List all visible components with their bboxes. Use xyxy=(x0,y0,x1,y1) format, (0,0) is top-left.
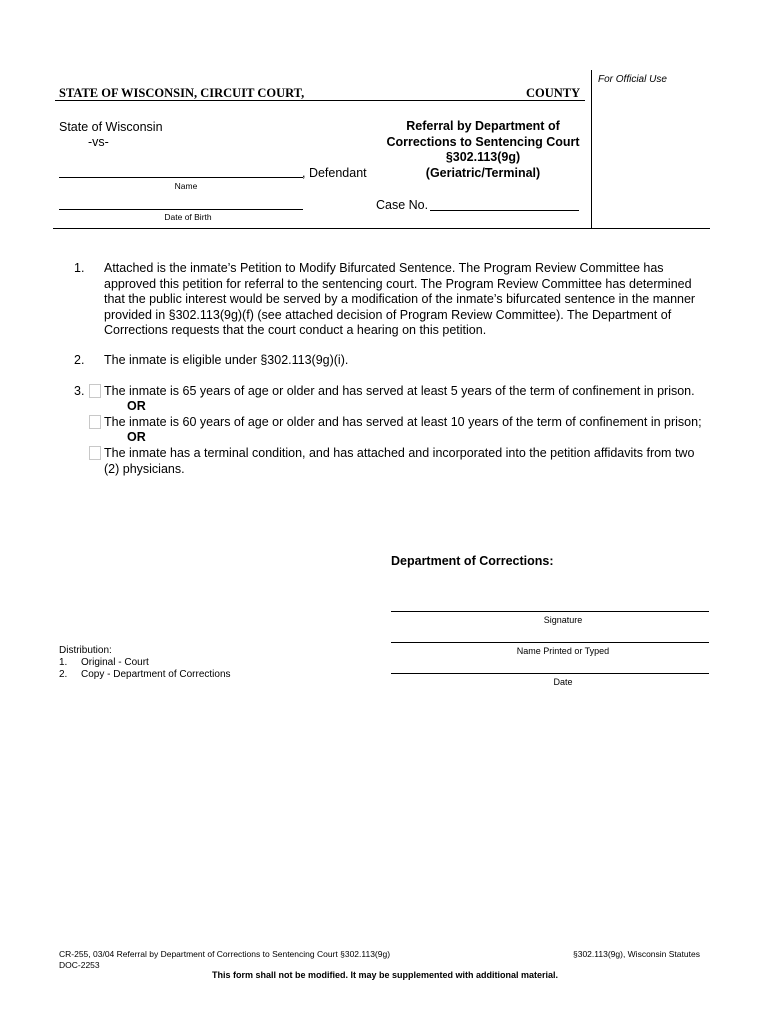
footer-doc-id: DOC-2253 xyxy=(59,960,100,970)
item-1-text: Attached is the inmate’s Petition to Modify Bifurcated Sentence. The Program Review Committee has approved this petition for referral to the sentencing court. The Program Review Committee has determined that the public interest would be served by a modification of the inmate’s bifurcated sentence in the manner provided in §302.113(9g)(f) (see attached decision of Program Review Committee). The Department of Corrections requests that the court conduct a hearing on this petition. xyxy=(104,261,696,337)
footer-notice: This form shall not be modified. It may be supplemented with additional material. xyxy=(211,970,559,980)
option-age-65-checkbox[interactable] xyxy=(89,384,101,398)
option-age-65-text: The inmate is 65 years of age or older and has served at least 5 years of the term of confinement in prison. xyxy=(104,384,695,398)
footer-statute: §302.113(9g), Wisconsin Statutes xyxy=(573,949,700,959)
form-title-line-4: (Geriatric/Terminal) xyxy=(425,165,541,180)
distribution-heading: Distribution: xyxy=(59,645,112,656)
distribution-entry-2-text: Copy - Department of Corrections xyxy=(81,669,231,680)
signature-line[interactable] xyxy=(391,611,709,612)
court-heading: STATE OF WISCONSIN, CIRCUIT COURT, xyxy=(59,86,305,100)
item-1-number: 1. xyxy=(74,261,85,275)
form-title-line-3: §302.113(9g) xyxy=(445,150,521,164)
distribution-entry-2-number: 2. xyxy=(59,669,68,680)
signature-label: Signature xyxy=(543,615,583,625)
official-use-label: For Official Use xyxy=(598,74,667,85)
caption-rule xyxy=(53,228,710,229)
item-2-number: 2. xyxy=(74,353,85,367)
defendant-suffix: , Defendant xyxy=(302,166,367,180)
official-use-divider xyxy=(591,70,592,228)
defendant-name-line[interactable] xyxy=(59,177,303,178)
date-line[interactable] xyxy=(391,673,709,674)
printed-name-line[interactable] xyxy=(391,642,709,643)
footer-form-id: CR-255, 03/04 Referral by Department of Corrections to Sentencing Court §302.113(9g) xyxy=(59,949,391,959)
item-2-text: The inmate is eligible under §302.113(9g)(i). xyxy=(104,353,349,367)
form-title xyxy=(380,119,586,181)
versus-label: -vs- xyxy=(88,135,109,149)
county-heading: COUNTY xyxy=(526,86,581,100)
date-label: Date xyxy=(553,677,573,687)
item-3-number: 3. xyxy=(74,384,85,398)
option-terminal-checkbox[interactable] xyxy=(89,446,101,460)
option-age-60-text: The inmate is 60 years of age or older and has served at least 10 years of the term of confinement in prison; xyxy=(104,415,702,429)
header-rule xyxy=(55,100,585,101)
case-no-label: Case No. xyxy=(376,198,429,212)
form-title-line-2: Corrections to Sentencing Court xyxy=(386,134,580,149)
department-heading: Department of Corrections: xyxy=(391,554,554,568)
form-title-line-1: Referral by Department of xyxy=(406,119,560,133)
distribution-entry-1-text: Original - Court xyxy=(81,657,149,668)
printed-name-label: Name Printed or Typed xyxy=(516,646,610,656)
option-age-60-checkbox[interactable] xyxy=(89,415,101,429)
or-label-1: OR xyxy=(127,399,146,413)
name-label: Name xyxy=(174,181,198,191)
dob-line[interactable] xyxy=(59,209,303,210)
plaintiff-name: State of Wisconsin xyxy=(59,120,163,134)
dob-label: Date of Birth xyxy=(164,212,212,222)
distribution-entry-1-number: 1. xyxy=(59,657,68,668)
option-terminal-text: The inmate has a terminal condition, and has attached and incorporated into the petition affidavits from two (2) physicians. xyxy=(104,446,695,476)
or-label-2: OR xyxy=(127,430,146,444)
case-no-line[interactable] xyxy=(430,210,579,211)
